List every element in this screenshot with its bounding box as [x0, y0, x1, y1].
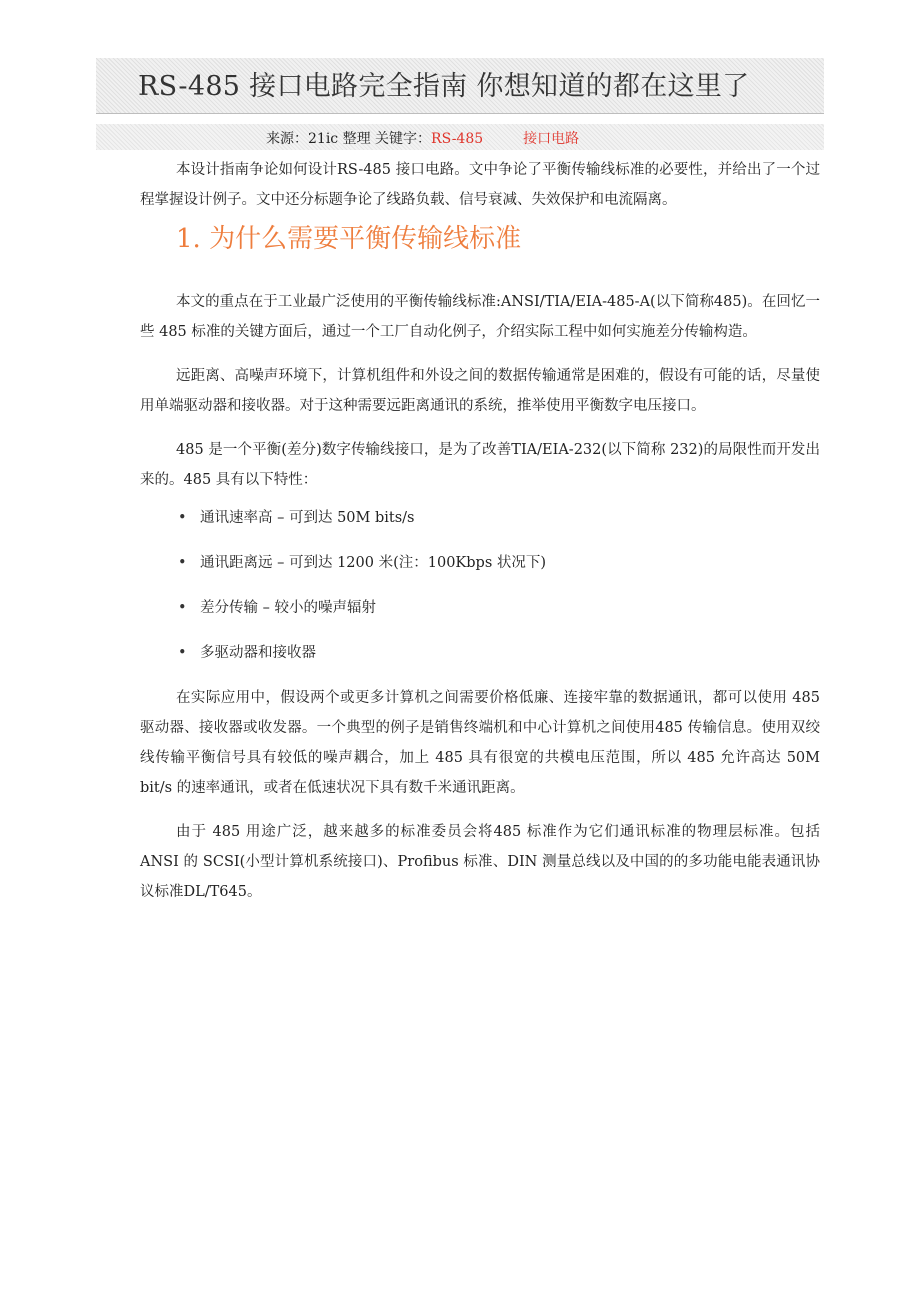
source-band	[96, 124, 824, 150]
list-item	[140, 593, 820, 623]
list-item-text: 多驱动器和接收器	[200, 645, 316, 661]
body-paragraph: 由于 485 用途广泛，越来越多的标准委员会将485 标准作为它们通讯标准的物理层标准。包括 ANSI 的 SCSI(小型计算机系统接口)、Profibus 标准、DIN 测量总线以及中国的的多功能电能表通讯协议标准DL/T645。	[140, 824, 820, 900]
list-item-text: 差分传输 – 较小的噪声辐射	[200, 600, 376, 616]
body-paragraph: 485 是一个平衡(差分)数字传输线接口，是为了改善TIA/EIA-232(以下简称 232)的局限性而开发出来的。485 具有以下特性：	[140, 442, 820, 488]
feature-list	[140, 503, 820, 668]
bullet-icon: •	[178, 600, 187, 616]
section-heading: 1. 为什么需要平衡传输线标准	[176, 224, 522, 254]
document-title: RS-485 接口电路完全指南 你想知道的都在这里了	[138, 71, 750, 102]
body-paragraph: 本文的重点在于工业最广泛使用的平衡传输线标准:ANSI/TIA/EIA-485-A(以下简称485)。在回忆一些 485 标准的关键方面后，通过一个工厂自动化例子，介绍实际工程中如何实施差分传输构造。	[140, 294, 820, 340]
body-paragraph: 在实际应用中，假设两个或更多计算机之间需要价格低廉、连接牢靠的数据通讯，都可以使用 485 驱动器、接收器或收发器。一个典型的例子是销售终端机和中心计算机之间使用485 传输信息。使用双绞线传输平衡信号具有较低的噪声耦合，加上 485 具有很宽的共模电压范围，所以 485 允许高达 50M bit/s 的速率通讯，或者在低速状况下具有数千米通讯距离。	[140, 690, 820, 796]
bullet-icon: •	[178, 645, 187, 661]
title-band	[96, 58, 824, 114]
source-line	[266, 128, 579, 148]
intro-paragraph: 本设计指南争论如何设计RS-485 接口电路。文中争论了平衡传输线标准的必要性，并给出了一个过程掌握设计例子。文中还分标题争论了线路负载、信号衰减、失效保护和电流隔离。	[140, 162, 820, 208]
keyword-rs485-link[interactable]: RS-485	[431, 131, 484, 147]
keyword-interface-circuit-link[interactable]: 接口电路	[523, 131, 580, 147]
bullet-icon: •	[178, 510, 187, 526]
list-item	[140, 548, 820, 578]
bullet-icon: •	[178, 555, 187, 571]
list-item	[140, 638, 820, 668]
list-item-text: 通讯距离远 – 可到达 1200 米(注：100Kbps 状况下)	[200, 555, 547, 571]
title-divider	[96, 113, 824, 114]
source-prefix: 来源：21ic 整理 关键字：	[266, 131, 432, 147]
list-item-text: 通讯速率高 – 可到达 50M bits/s	[200, 510, 415, 526]
list-item	[140, 503, 820, 533]
body-paragraph: 远距离、高噪声环境下，计算机组件和外设之间的数据传输通常是困难的，假设有可能的话，尽量使用单端驱动器和接收器。对于这种需要远距离通讯的系统，推举使用平衡数字电压接口。	[140, 368, 820, 414]
article-body	[140, 155, 820, 907]
